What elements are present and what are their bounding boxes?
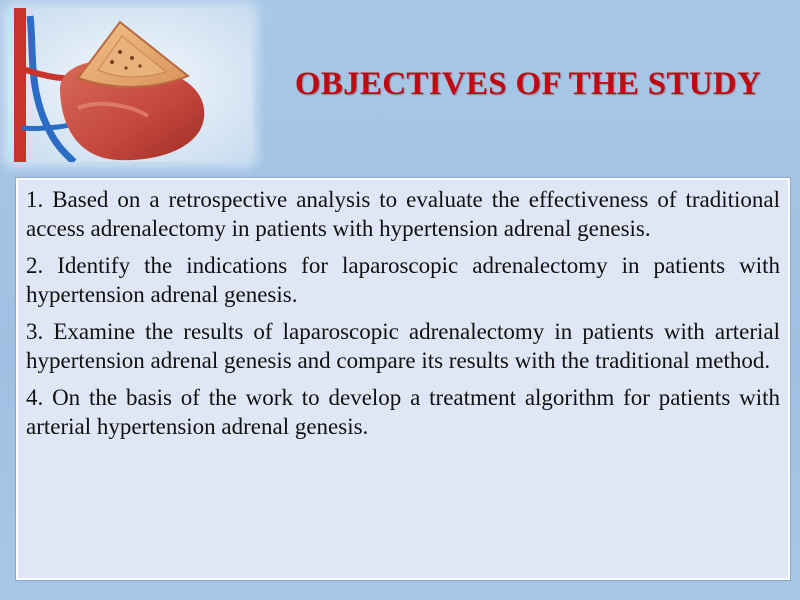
adrenal-gland-illustration-icon xyxy=(8,8,252,162)
objectives-box xyxy=(16,178,790,580)
objective-item-4: 4. On the basis of the work to develop a treatment algorithm for patients with arterial hypertension adrenal genesis. xyxy=(26,385,780,439)
objective-item-3: 3. Examine the results of laparoscopic adrenalectomy in patients with arterial hypertension adrenal genesis and compare its results with the traditional method. xyxy=(26,319,780,373)
objective-item-1: 1. Based on a retrospective analysis to evaluate the effectiveness of traditional access adrenalectomy in patients with hypertension adrenal genesis. xyxy=(26,187,780,241)
objective-item-2: 2. Identify the indications for laparoscopic adrenalectomy in patients with hypertension adrenal genesis. xyxy=(26,253,780,307)
slide-title: OBJECTIVES OF THE STUDY xyxy=(294,66,762,102)
